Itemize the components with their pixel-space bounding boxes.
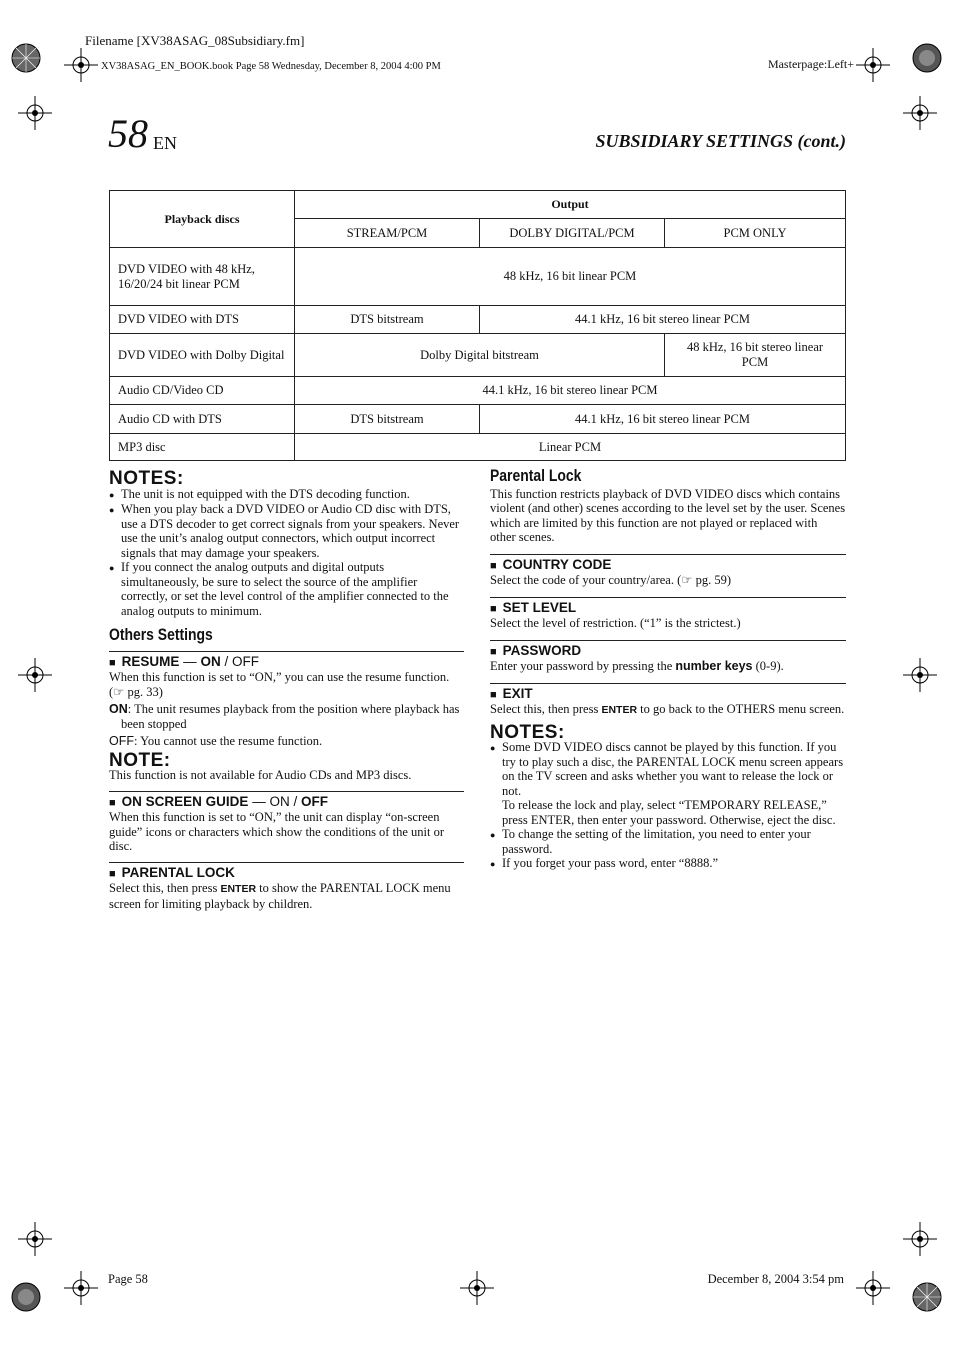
- crosshair-icon: [64, 1271, 98, 1305]
- resume-on-option: ON: The unit resumes playback from the position where playback has been stopped: [109, 702, 460, 731]
- crosshair-icon: [460, 1271, 494, 1305]
- page-language: EN: [153, 133, 177, 153]
- country-code-heading: ■ COUNTRY CODE: [490, 556, 612, 572]
- crosshair-icon: [856, 1271, 890, 1305]
- password-item: [490, 640, 846, 674]
- list-item: ● When you play back a DVD VIDEO or Audio CD disc with DTS, use a DTS decoder to get correct signals from your speakers. Never use the unit’s analog output connectors, which output incorrect signals that may damage your speakers.: [109, 502, 460, 560]
- table-cell: Audio CD/Video CD: [110, 377, 295, 405]
- left-column: [109, 468, 464, 911]
- table-cell: DVD VIDEO with Dolby Digital: [110, 334, 295, 377]
- crosshair-icon: [18, 1222, 52, 1256]
- resume-description: When this function is set to “ON,” you can use the resume function. (☞ pg. 33): [109, 670, 450, 699]
- crosshair-icon: [18, 96, 52, 130]
- registration-target-icon: [11, 1282, 41, 1312]
- list-item: ● If you connect the analog outputs and digital outputs simultaneously, be sure to select the source of the amplifier correctly, or set the level control of the amplifier connected to the analog outputs to minimum.: [109, 560, 449, 618]
- right-column: [490, 466, 846, 872]
- table-cell: DTS bitstream: [295, 405, 480, 434]
- note-heading: NOTE:: [109, 749, 171, 771]
- filename-label: Filename [XV38ASAG_08Subsidiary.fm]: [85, 33, 305, 48]
- exit-description: Select this, then press ENTER to go back to the OTHERS menu screen.: [490, 702, 845, 716]
- masterpage-label: Masterpage:Left+: [767, 57, 854, 71]
- country-code-item: [490, 554, 846, 588]
- registration-target-icon: [912, 1282, 942, 1312]
- table-row: [110, 405, 846, 434]
- registration-target-icon: [11, 43, 41, 73]
- notes-heading: NOTES:: [490, 721, 565, 743]
- parental-lock-intro: This function restricts playback of DVD VIDEO discs which contains violent (and other) scenes according to the level set by the user. Scenes which are limited by this function are not played or replaced with other scenes.: [490, 486, 846, 544]
- note-text: This function is not available for Audio CDs and MP3 discs.: [109, 768, 412, 782]
- page-number: 58: [108, 111, 148, 156]
- table-cell: 48 kHz, 16 bit stereo linear PCM: [665, 334, 846, 377]
- header-pcm-only: PCM ONLY: [665, 219, 846, 248]
- list-item: ● Some DVD VIDEO discs cannot be played by this function. If you try to play such a disc, the PARENTAL LOCK menu screen appears on the TV screen and asks whether you want to release the lock or not. To release the lock and play, select “TEMPORARY RELEASE,” press ENTER, then enter your password. Otherwise, eject the disc.: [490, 740, 844, 827]
- exit-item: [490, 683, 846, 718]
- crosshair-icon: [903, 1222, 937, 1256]
- country-code-description: Select the code of your country/area. (☞ pg. 59): [490, 573, 731, 587]
- notes-heading: NOTES:: [109, 468, 184, 489]
- footer-page-label: Page 58: [108, 1272, 148, 1286]
- table-cell: DVD VIDEO with 48 kHz, 16/20/24 bit linear PCM: [110, 248, 295, 306]
- table-row: [110, 306, 846, 334]
- header-playback-discs: Playback discs: [110, 191, 295, 248]
- list-item: ● The unit is not equipped with the DTS decoding function.: [109, 486, 410, 501]
- list-item: ● If you forget your pass word, enter “8888.”: [490, 856, 719, 870]
- table-cell: 48 kHz, 16 bit linear PCM: [295, 248, 846, 306]
- section-title: SUBSIDIARY SETTINGS (cont.): [595, 131, 846, 151]
- table-row: [110, 334, 846, 377]
- table-cell: 44.1 kHz, 16 bit stereo linear PCM: [295, 377, 846, 405]
- parental-lock-section-heading: Parental Lock: [490, 466, 582, 485]
- footer-date-label: December 8, 2004 3:54 pm: [707, 1272, 844, 1286]
- crosshair-icon: [64, 48, 98, 82]
- table-cell: DVD VIDEO with DTS: [110, 306, 295, 334]
- crosshair-icon: [903, 96, 937, 130]
- set-level-heading: ■ SET LEVEL: [490, 599, 577, 615]
- set-level-description: Select the level of restriction. (“1” is the strictest.): [490, 616, 741, 630]
- table-cell: Dolby Digital bitstream: [295, 334, 665, 377]
- table-cell: Audio CD with DTS: [110, 405, 295, 434]
- parental-lock-description: Select this, then press ENTER to show the PARENTAL LOCK menu screen for limiting playback by children.: [109, 881, 451, 911]
- table-cell: 44.1 kHz, 16 bit stereo linear PCM: [480, 306, 846, 334]
- table-row: [110, 248, 846, 306]
- table-cell: DTS bitstream: [295, 306, 480, 334]
- table-cell: Linear PCM: [295, 434, 846, 461]
- table-row: [110, 377, 846, 405]
- table-cell: MP3 disc: [110, 434, 295, 461]
- parental-lock-heading: ■ PARENTAL LOCK: [109, 864, 235, 880]
- resume-off-option: OFF: You cannot use the resume function.: [109, 734, 323, 748]
- output-table: [109, 190, 846, 461]
- table-row: [110, 434, 846, 461]
- password-heading: ■ PASSWORD: [490, 642, 582, 658]
- crosshair-icon: [856, 48, 890, 82]
- parental-lock-item: [109, 862, 464, 912]
- password-description: Enter your password by pressing the number keys (0-9).: [490, 659, 784, 673]
- on-screen-guide-item: [109, 791, 464, 854]
- registration-target-icon: [912, 43, 942, 73]
- resume-heading: ■ RESUME — ON / OFF: [109, 653, 259, 669]
- header-dolby-digital-pcm: DOLBY DIGITAL/PCM: [480, 219, 665, 248]
- crosshair-icon: [903, 658, 937, 692]
- resume-item: [109, 651, 464, 749]
- book-info-label: XV38ASAG_EN_BOOK.book Page 58 Wednesday, December 8, 2004 4:00 PM: [101, 61, 441, 72]
- list-item: ● To change the setting of the limitation, you need to enter your password.: [490, 827, 811, 856]
- table-cell: 44.1 kHz, 16 bit stereo linear PCM: [480, 405, 846, 434]
- on-screen-guide-heading: ■ ON SCREEN GUIDE — ON / OFF: [109, 793, 328, 809]
- others-settings-heading: Others Settings: [109, 625, 213, 644]
- crosshair-icon: [18, 658, 52, 692]
- on-screen-guide-description: When this function is set to “ON,” the unit can display “on-screen guide” icons or characters which show the conditions of the unit or disc.: [109, 810, 444, 853]
- header-stream-pcm: STREAM/PCM: [295, 219, 480, 248]
- header-output: Output: [295, 191, 846, 219]
- set-level-item: [490, 597, 846, 631]
- exit-heading: ■ EXIT: [490, 685, 533, 701]
